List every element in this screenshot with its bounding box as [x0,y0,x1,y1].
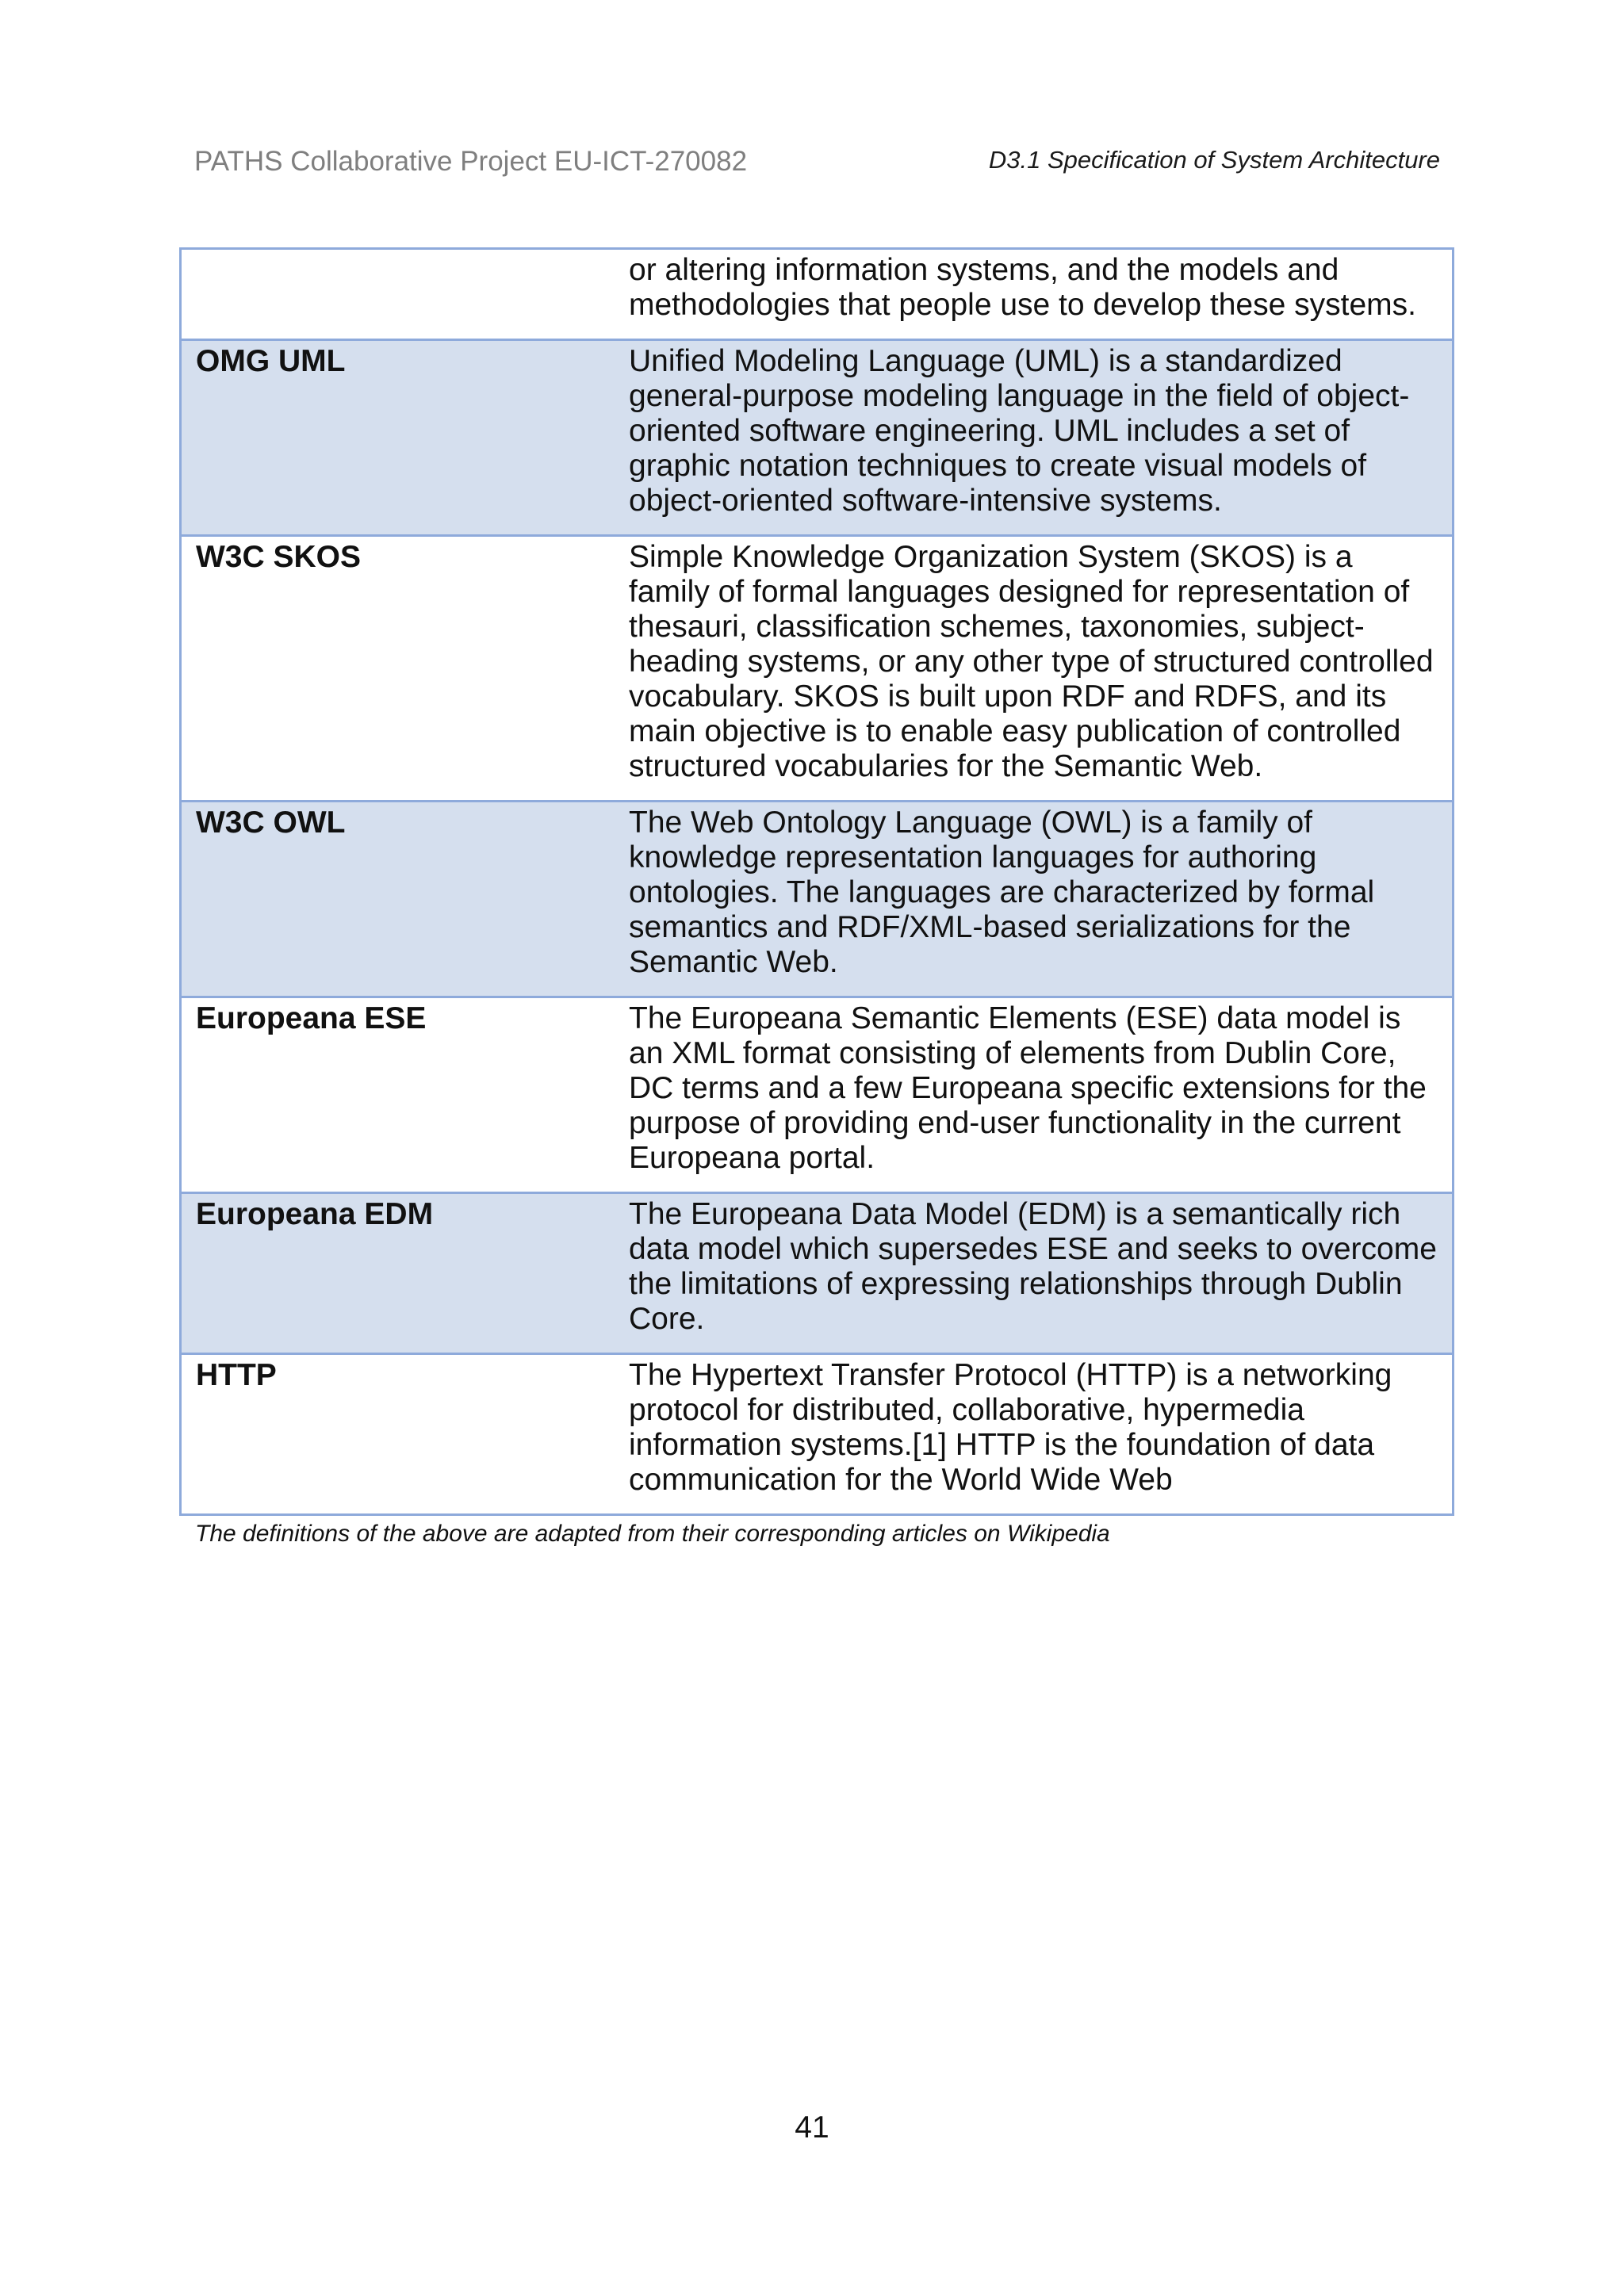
definition-cell: The Web Ontology Language (OWL) is a family of knowledge representation languages for authoring ontologies. The languages are characterized by formal semantics and RDF/XML-based serializations for the Semantic Web. [615,802,1454,997]
definitions-table-container [179,247,1454,1548]
definition-cell: The Europeana Data Model (EDM) is a semantically rich data model which supersedes ESE and seeks to overcome the limitations of expressing relationships through Dublin Core. [615,1193,1454,1354]
table-row [181,1354,1454,1515]
term-cell: Europeana EDM [181,1193,615,1354]
term-cell: OMG UML [181,340,615,536]
term-cell: HTTP [181,1354,615,1515]
table-row [181,249,1454,340]
running-header-project: PATHS Collaborative Project EU-ICT-270082 [194,146,748,177]
definitions-table [179,247,1454,1516]
term-cell: W3C SKOS [181,536,615,802]
running-header-document-title: D3.1 Specification of System Architecture [988,146,1440,174]
term-cell [181,249,615,340]
table-row [181,536,1454,802]
definitions-table-body [181,249,1454,1515]
table-row [181,802,1454,997]
term-cell: W3C OWL [181,802,615,997]
definition-cell: Unified Modeling Language (UML) is a standardized general-purpose modeling language in the field of object-oriented software engineering. UML includes a set of graphic notation techniques to create visual models of object-oriented software-intensive systems. [615,340,1454,536]
definition-cell: or altering information systems, and the models and methodologies that people use to develop these systems. [615,249,1454,340]
definition-cell: Simple Knowledge Organization System (SKOS) is a family of formal languages designed for representation of thesauri, classification schemes, taxonomies, subject-heading systems, or any other type of structured controlled vocabulary. SKOS is built upon RDF and RDFS, and its main objective is to enable easy publication of controlled structured vocabularies for the Semantic Web. [615,536,1454,802]
definition-cell: The Europeana Semantic Elements (ESE) data model is an XML format consisting of elements from Dublin Core, DC terms and a few Europeana specific extensions for the purpose of providing end-user functionality in the current Europeana portal. [615,997,1454,1193]
table-caption: The definitions of the above are adapted from their corresponding articles on Wikipedia [195,1521,1110,1547]
page-number: 41 [795,2110,829,2145]
table-row [181,340,1454,536]
table-row [181,1193,1454,1354]
term-cell: Europeana ESE [181,997,615,1193]
table-row [181,997,1454,1193]
definition-cell: The Hypertext Transfer Protocol (HTTP) is a networking protocol for distributed, collaborative, hypermedia information systems.[1] HTTP is the foundation of data communication for the World Wide Web [615,1354,1454,1515]
